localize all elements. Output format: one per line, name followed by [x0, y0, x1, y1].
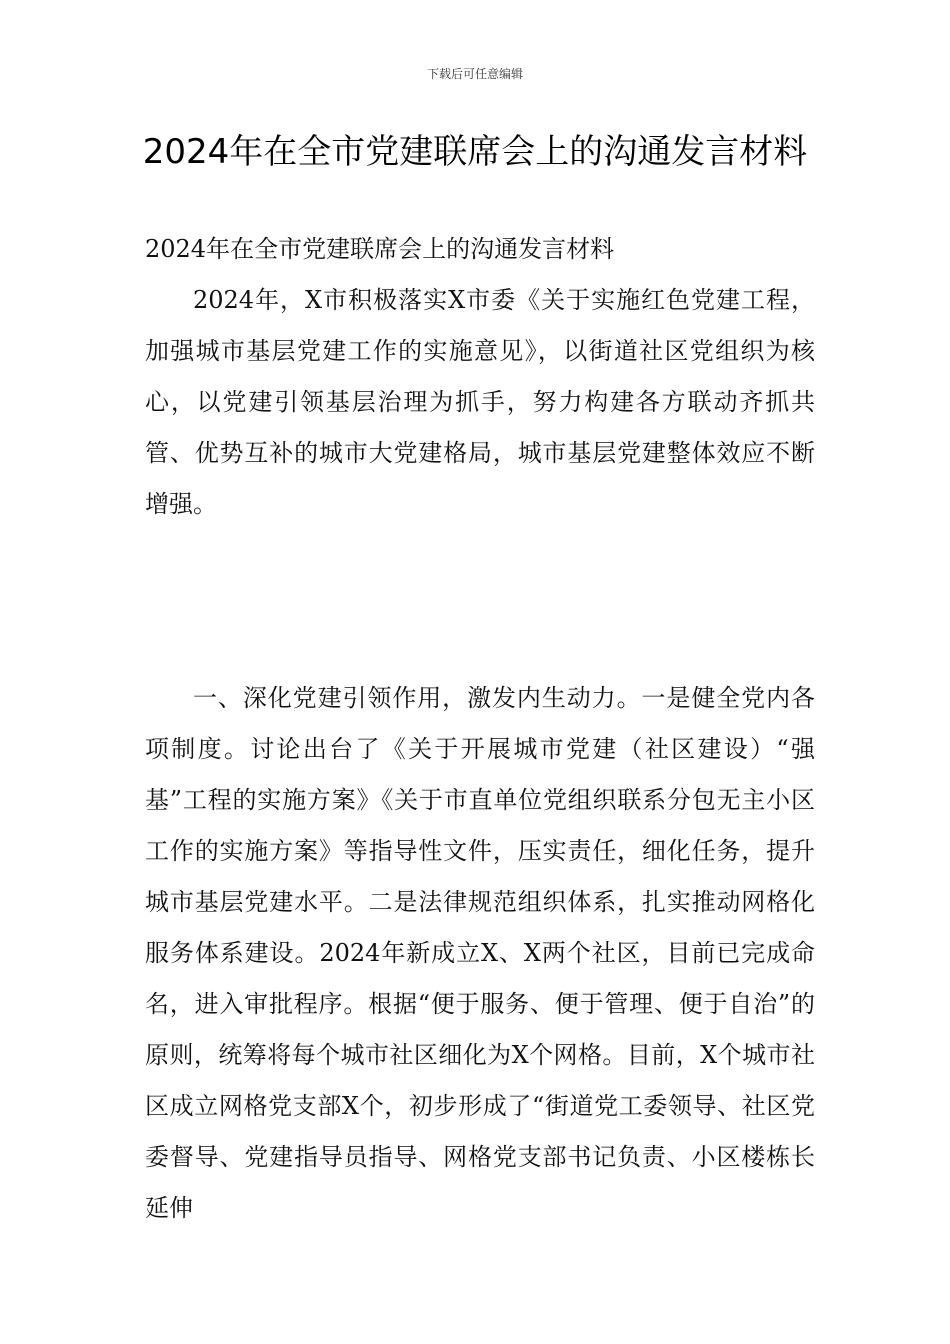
paragraph-intro: 2024年，X市积极落实X市委《关于实施红色党建工程，加强城市基层党建工作的实施意见》，以街道社区党组织为核心，以党建引领基层治理为抓手，努力构建各方联动齐抓共管、优势互补的城市大党建格局，城市基层党建整体效应不断增强。 [145, 286, 815, 518]
document-title: 2024年在全市党建联席会上的沟通发言材料 [142, 132, 808, 172]
document-subtitle: 2024年在全市党建联席会上的沟通发言材料 [145, 235, 615, 263]
paragraph-section-one: 一、深化党建引领作用，激发内生动力。一是健全党内各项制度。讨论出台了《关于开展城市党建（社区建设）“强基”工程的实施方案》《关于市直单位党组织联系分包无主小区工作的实施方案》等指导性文件，压实责任，细化任务，提升城市基层党建水平。二是法律规范组织体系，扎实推动网格化服务体系建设。2024年新成立X、X两个社区，目前已完成命名，进入审批程序。根据“便于服务、便于管理、便于自治”的原则，统筹将每个城市社区细化为X个网格。目前，X个城市社区成立网格党支部X个，初步形成了“街道党工委领导、社区党委督导、党建指导员指导、网格党支部书记负责、小区楼栋长延伸 [145, 684, 815, 1222]
header-note: 下载后可任意编辑 [426, 67, 523, 81]
